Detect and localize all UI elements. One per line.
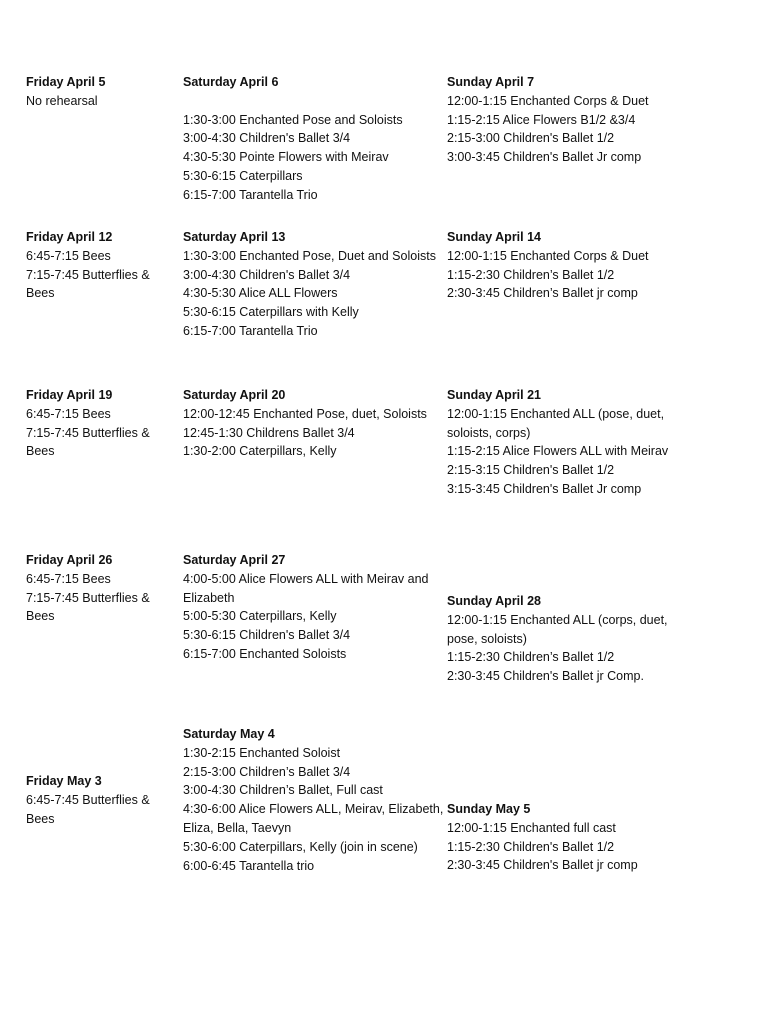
week2-sunday (447, 228, 687, 303)
schedule-entry: 5:30-6:15 Children's Ballet 3/4 (183, 628, 351, 643)
schedule-entry: 2:30-3:45 Children's Ballet jr Comp. (447, 669, 644, 684)
schedule-entry: 2:30-3:45 Children’s Ballet jr comp (447, 286, 638, 301)
schedule-entry: No rehearsal (26, 93, 98, 108)
schedule-entry: 5:00-5:30 Caterpillars, Kelly (183, 609, 337, 624)
schedule-entry: 6:15-7:00 Tarantella Trio (183, 187, 318, 202)
week2-friday (26, 228, 172, 303)
schedule-entry: 12:45-1:30 Childrens Ballet 3/4 (183, 425, 355, 440)
schedule-entry: 3:00-4:30 Children’s Ballet, Full cast (183, 783, 383, 798)
schedule-entry: 1:15-2:30 Children’s Ballet 1/2 (447, 267, 615, 282)
schedule-entry: 6:45-7:15 Bees (26, 248, 111, 263)
week1-saturday (183, 73, 445, 205)
schedule-entry: 3:15-3:45 Children's Ballet Jr comp (447, 481, 642, 496)
day-heading: Sunday May 5 (447, 802, 531, 816)
schedule-entry: 1:30-2:00 Caterpillars, Kelly (183, 444, 337, 459)
schedule-entry: 5:30-6:15 Caterpillars (183, 168, 303, 183)
schedule-entry: 1:30-3:00 Enchanted Pose and Soloists (183, 112, 403, 127)
schedule-entry: 1:15-2:15 Alice Flowers ALL with Meirav (447, 444, 669, 459)
week4-saturday (183, 551, 445, 664)
week1-friday (26, 73, 172, 111)
week4-friday (26, 551, 172, 626)
schedule-entry: 6:00-6:45 Tarantella trio (183, 858, 315, 873)
schedule-entry: 7:15-7:45 Butterflies & Bees (26, 590, 150, 624)
schedule-entry: 6:15-7:00 Enchanted Soloists (183, 646, 347, 661)
day-heading: Saturday April 6 (183, 75, 279, 89)
day-heading: Friday April 19 (26, 388, 113, 402)
week1-sunday (447, 73, 687, 167)
week3-sunday (447, 386, 687, 499)
week5-saturday (183, 725, 445, 875)
schedule-entry: 12:00-1:15 Enchanted Corps & Duet (447, 248, 649, 263)
schedule-entry: 6:15-7:00 Tarantella Trio (183, 323, 318, 338)
week5-sunday (447, 800, 687, 875)
schedule-entry: 1:15-2:30 Children's Ballet 1/2 (447, 839, 615, 854)
schedule-entry: 1:15-2:30 Children’s Ballet 1/2 (447, 650, 615, 665)
day-heading: Saturday April 20 (183, 388, 286, 402)
day-heading: Friday April 12 (26, 230, 113, 244)
schedule-entry: 6:45-7:45 Butterflies & Bees (26, 792, 150, 826)
schedule-entry: 2:15-3:00 Children’s Ballet 3/4 (183, 764, 351, 779)
day-heading: Friday May 3 (26, 774, 102, 788)
week5-friday (26, 772, 172, 828)
schedule-entry: 1:30-3:00 Enchanted Pose, Duet and Soloists (183, 248, 436, 263)
week2-saturday (183, 228, 445, 341)
schedule-entry: 5:30-6:00 Caterpillars, Kelly (join in scene) (183, 839, 418, 854)
schedule-entry: 7:15-7:45 Butterflies & Bees (26, 425, 150, 459)
schedule-entry: 4:30-5:30 Alice ALL Flowers (183, 286, 338, 301)
day-heading: Saturday May 4 (183, 727, 275, 741)
day-heading: Sunday April 28 (447, 594, 542, 608)
schedule-entry: 2:30-3:45 Children's Ballet jr comp (447, 858, 638, 873)
schedule-entry: 6:45-7:15 Bees (26, 571, 111, 586)
spacer (183, 92, 445, 111)
schedule-entry: 5:30-6:15 Caterpillars with Kelly (183, 305, 359, 320)
schedule-entry: 6:45-7:15 Bees (26, 406, 111, 421)
schedule-entry: 12:00-1:15 Enchanted ALL (corps, duet, pose, soloists) (447, 612, 668, 646)
schedule-entry: 1:30-2:15 Enchanted Soloist (183, 745, 341, 760)
day-heading: Saturday April 27 (183, 553, 286, 567)
schedule-entry: 12:00-1:15 Enchanted full cast (447, 820, 616, 835)
day-heading: Sunday April 14 (447, 230, 542, 244)
schedule-entry: 4:30-6:00 Alice Flowers ALL, Meirav, Elizabeth, Eliza, Bella, Taevyn (183, 802, 444, 835)
schedule-entry: 4:30-5:30 Pointe Flowers with Meirav (183, 150, 389, 165)
day-heading: Saturday April 13 (183, 230, 286, 244)
day-heading: Sunday April 7 (447, 75, 535, 89)
schedule-entry: 12:00-1:15 Enchanted Corps & Duet (447, 93, 649, 108)
week3-friday (26, 386, 172, 461)
week4-sunday (447, 592, 687, 686)
schedule-entry: 12:00-1:15 Enchanted ALL (pose, duet, soloists, corps) (447, 406, 665, 440)
schedule-entry: 4:00-5:00 Alice Flowers ALL with Meirav and Elizabeth (183, 571, 429, 605)
week3-saturday (183, 386, 445, 461)
schedule-entry: 3:00-4:30 Children's Ballet 3/4 (183, 131, 351, 146)
schedule-entry: 2:15-3:15 Children's Ballet 1/2 (447, 463, 615, 478)
schedule-entry: 7:15-7:45 Butterflies & Bees (26, 267, 150, 301)
schedule-entry: 1:15-2:15 Alice Flowers B1/2 &3/4 (447, 112, 636, 127)
day-heading: Friday April 26 (26, 553, 113, 567)
day-heading: Sunday April 21 (447, 388, 542, 402)
schedule-entry: 2:15-3:00 Children's Ballet 1/2 (447, 131, 615, 146)
schedule-entry: 3:00-3:45 Children's Ballet Jr comp (447, 150, 642, 165)
schedule-entry: 12:00-12:45 Enchanted Pose, duet, Soloists (183, 406, 427, 421)
schedule-entry: 3:00-4:30 Children's Ballet 3/4 (183, 267, 351, 282)
day-heading: Friday April 5 (26, 75, 106, 89)
